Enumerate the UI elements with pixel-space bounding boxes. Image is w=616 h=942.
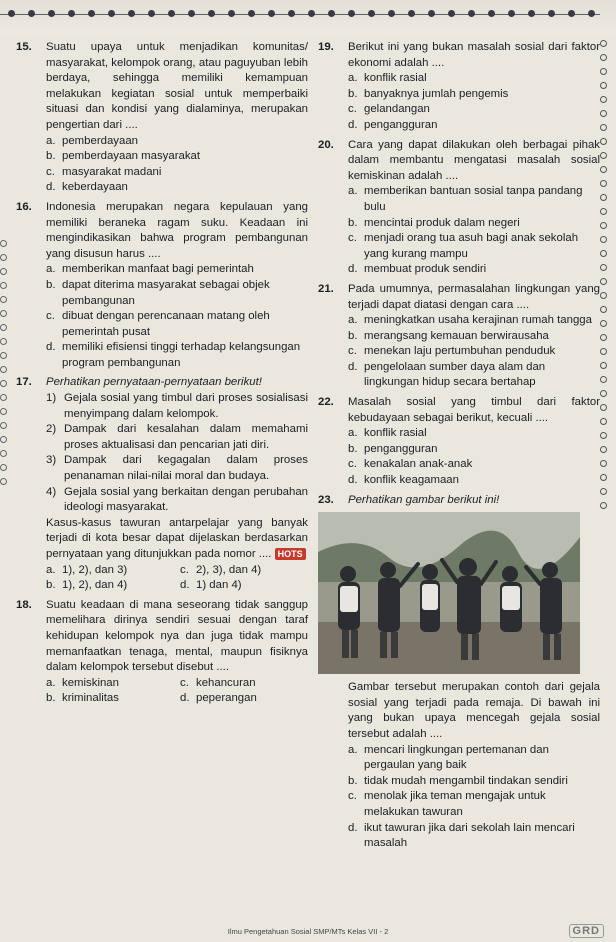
option-b[interactable]: b. pemberdayaan masyarakat bbox=[46, 150, 201, 163]
options-grid bbox=[46, 563, 308, 594]
option-b[interactable]: b. merangsang kemauan berwirausaha bbox=[348, 329, 549, 342]
right-binding-holes bbox=[600, 40, 610, 940]
binding-hole bbox=[600, 292, 607, 299]
binding-dot bbox=[148, 10, 155, 17]
binding-hole bbox=[0, 310, 7, 317]
option-b[interactable]: b. pengangguran bbox=[348, 442, 438, 455]
option-d[interactable]: d. memiliki efisiensi tinggi terhadap kelangsungan program pembangunan bbox=[46, 341, 301, 369]
binding-hole bbox=[0, 394, 7, 401]
option-a[interactable]: a. meningkatkan usaha kerajinan rumah tangga bbox=[348, 314, 592, 327]
binding-dot bbox=[128, 10, 135, 17]
question-17 bbox=[16, 375, 308, 593]
binding-hole bbox=[0, 296, 7, 303]
binding-hole bbox=[600, 152, 607, 159]
right-column bbox=[318, 40, 600, 856]
binding-hole bbox=[600, 68, 607, 75]
binding-hole bbox=[0, 268, 7, 275]
question-text: Suatu upaya untuk menjadikan komunitas/ masyarakat, kelompok orang, atau paguyuban lebih berdaya, sehingga memiliki kemampuan melakukan kegiatan sosial untuk memperbaiki situasi dan kondisi yang dialaminya, merupakan pengertian dari .... bbox=[46, 41, 308, 131]
binding-hole bbox=[0, 464, 7, 471]
option-c[interactable]: c. menjadi orang tua asuh bagi anak sekolah yang kurang mampu bbox=[348, 232, 579, 260]
binding-hole bbox=[600, 390, 607, 397]
binding-dot bbox=[548, 10, 555, 17]
option-b[interactable]: b. tidak mudah mengambil tindakan sendiri bbox=[348, 774, 568, 787]
statement-4: 4) Gejala sosial yang berkaitan dengan perubahan ideologi masyarakat. bbox=[46, 485, 308, 514]
binding-hole bbox=[0, 380, 7, 387]
binding-dot bbox=[308, 10, 315, 17]
binding-hole bbox=[600, 348, 607, 355]
binding-hole bbox=[600, 446, 607, 453]
binding-hole bbox=[600, 138, 607, 145]
binding-hole bbox=[600, 502, 607, 509]
binding-dot bbox=[568, 10, 575, 17]
binding-hole bbox=[600, 208, 607, 215]
option-d[interactable]: d. 1) dan 4) bbox=[180, 579, 242, 592]
option-c[interactable]: c. menolak jika teman mengajak untuk melakukan tawuran bbox=[348, 790, 546, 818]
options-grid bbox=[46, 676, 308, 707]
option-b[interactable]: b. banyaknya jumlah pengemis bbox=[348, 87, 509, 100]
option-d[interactable]: d. ikut tawuran jika dari sekolah lain mencari masalah bbox=[348, 821, 575, 850]
option-c[interactable]: c. dibuat dengan perencanaan matang oleh pemerintah pusat bbox=[46, 310, 270, 338]
question-number: 21. bbox=[318, 282, 334, 295]
option-a[interactable]: a. konflik rasial bbox=[348, 427, 427, 440]
question-22 bbox=[318, 395, 600, 489]
question-text: Perhatikan pernyataan-pernyataan berikut! bbox=[46, 376, 262, 389]
question-number: 18. bbox=[16, 598, 32, 611]
binding-hole bbox=[600, 334, 607, 341]
option-b[interactable]: b. 1), 2), dan 4) bbox=[46, 579, 128, 592]
binding-hole bbox=[600, 306, 607, 313]
question-19 bbox=[318, 40, 600, 134]
question-15 bbox=[16, 40, 308, 196]
binding-hole bbox=[600, 362, 607, 369]
binding-dot bbox=[168, 10, 175, 17]
option-a[interactable]: a. memberikan manfaat bagi pemerintah bbox=[46, 263, 254, 276]
option-c[interactable]: c. 2), 3), dan 4) bbox=[180, 563, 262, 576]
binding-dot bbox=[448, 10, 455, 17]
option-a[interactable]: a. konflik rasial bbox=[348, 72, 427, 85]
binding-dot bbox=[508, 10, 515, 17]
binding-dot bbox=[108, 10, 115, 17]
binding-dot bbox=[188, 10, 195, 17]
binding-dot bbox=[68, 10, 75, 17]
question-number: 17. bbox=[16, 376, 32, 389]
binding-hole bbox=[600, 110, 607, 117]
binding-dot bbox=[248, 10, 255, 17]
question-23 bbox=[318, 493, 600, 509]
question-text: Perhatikan gambar berikut ini! bbox=[348, 493, 500, 506]
binding-hole bbox=[600, 320, 607, 327]
binding-hole bbox=[0, 408, 7, 415]
binding-hole bbox=[0, 436, 7, 443]
question-text: Masalah sosial yang timbul dari faktor kebudayaan sebagai berikut, kecuali .... bbox=[348, 396, 600, 424]
binding-hole bbox=[600, 460, 607, 467]
binding-hole bbox=[600, 166, 607, 173]
binding-hole bbox=[600, 194, 607, 201]
binding-hole bbox=[600, 222, 607, 229]
hots-badge: HOTS bbox=[275, 548, 306, 560]
binding-hole bbox=[600, 40, 607, 47]
spiral-binding bbox=[0, 0, 616, 34]
binding-hole bbox=[600, 488, 607, 495]
binding-hole bbox=[0, 352, 7, 359]
option-c[interactable]: c. kehancuran bbox=[180, 676, 256, 689]
binding-hole bbox=[0, 240, 7, 247]
binding-dot bbox=[288, 10, 295, 17]
option-a[interactable]: a. 1), 2), dan 3) bbox=[46, 563, 128, 576]
question-18 bbox=[16, 598, 308, 707]
binding-hole bbox=[600, 432, 607, 439]
option-d[interactable]: d. membuat produk sendiri bbox=[348, 263, 487, 276]
binding-dot bbox=[268, 10, 275, 17]
binding-hole bbox=[600, 418, 607, 425]
option-a[interactable]: a. kemiskinan bbox=[46, 676, 119, 689]
binding-hole bbox=[600, 236, 607, 243]
option-a[interactable]: a. memberikan bantuan sosial tanpa pandang bulu bbox=[348, 185, 583, 213]
question-text: Pada umumnya, permasalahan lingkungan yang terjadi dapat diatasi dengan cara .... bbox=[348, 282, 600, 311]
question-text: Indonesia merupakan negara kepulauan yang memiliki beraneka ragam suku. Keadaan ini mengindikasikan bahwa program pembangunan yang disusun harus .... bbox=[46, 200, 308, 260]
option-c[interactable]: c. menekan laju pertumbuhan penduduk bbox=[348, 345, 556, 358]
option-d[interactable]: d. keberdayaan bbox=[46, 181, 128, 194]
publisher-mark: GRD bbox=[569, 924, 604, 938]
question-text: Berikut ini yang bukan masalah sosial dari faktor ekonomi adalah .... bbox=[348, 41, 600, 69]
question-number: 20. bbox=[318, 138, 334, 151]
statement-2: 2) Dampak dari kesalahan dalam memahami proses aktualisasi dan pencarian jati diri. bbox=[46, 423, 308, 451]
statement-1: 1) Gejala sosial yang timbul dari proses sosialisasi menyimpang dalam kelompok. bbox=[46, 392, 308, 420]
binding-hole bbox=[600, 180, 607, 187]
question-21 bbox=[318, 282, 600, 391]
page-footer: Ilmu Pengetahuan Sosial SMP/MTs Kelas VII - 2 bbox=[227, 927, 389, 936]
binding-hole bbox=[600, 82, 607, 89]
binding-dot bbox=[8, 10, 15, 17]
binding-dot bbox=[28, 10, 35, 17]
binding-hole bbox=[600, 278, 607, 285]
binding-dot bbox=[88, 10, 95, 17]
question-followup: Kasus-kasus tawuran antarpelajar yang banyak terjadi di kota besar dapat dijelaskan berdasarkan pernyataan yang ditunjukkan pada nomor .... HOTS bbox=[46, 516, 308, 560]
option-d[interactable]: d. pengelolaan sumber daya alam dan lingkungan hidup secara bertahap bbox=[348, 360, 546, 389]
question-number: 16. bbox=[16, 200, 32, 213]
binding-hole bbox=[0, 338, 7, 345]
binding-hole bbox=[0, 282, 7, 289]
option-c[interactable]: c. gelandangan bbox=[348, 103, 430, 116]
binding-dot bbox=[408, 10, 415, 17]
binding-dot bbox=[468, 10, 475, 17]
question-text: Cara yang dapat dilakukan oleh berbagai pihak dalam membantu mengatasi masalah sosial kemiskinan adalah .... bbox=[348, 138, 600, 182]
question-16 bbox=[16, 200, 308, 372]
binding-hole bbox=[600, 474, 607, 481]
binding-dot bbox=[528, 10, 535, 17]
binding-hole bbox=[600, 250, 607, 257]
question-23-body bbox=[318, 680, 600, 852]
binding-hole bbox=[0, 422, 7, 429]
option-d[interactable]: d. konflik keagamaan bbox=[348, 474, 459, 487]
binding-dot bbox=[428, 10, 435, 17]
option-a[interactable]: a. mencari lingkungan pertemanan dan pergaulan yang baik bbox=[348, 743, 549, 772]
question-followup: Gambar tersebut merupakan contoh dari gejala sosial yang terjadi pada remaja. Di bawah ini yang bukan upaya mencegah gejala sosial tersebut adalah .... bbox=[348, 681, 600, 740]
binding-hole bbox=[0, 478, 7, 485]
option-d[interactable]: d. peperangan bbox=[180, 692, 257, 705]
question-number: 19. bbox=[318, 41, 334, 53]
binding-hole bbox=[600, 264, 607, 271]
question-number: 23. bbox=[318, 493, 334, 506]
question-number: 22. bbox=[318, 396, 334, 409]
left-binding-holes bbox=[0, 240, 8, 500]
question-number: 15. bbox=[16, 41, 32, 53]
option-b[interactable]: b. kriminalitas bbox=[46, 692, 119, 705]
option-c[interactable]: c. masyarakat madani bbox=[46, 165, 162, 178]
binding-dot bbox=[208, 10, 215, 17]
option-a[interactable]: a. pemberdayaan bbox=[46, 134, 138, 147]
binding-hole bbox=[600, 124, 607, 131]
statement-3: 3) Dampak dari kegagalan dalam proses penanaman nilai-nilai moral dan budaya. bbox=[46, 454, 308, 483]
binding-hole bbox=[600, 96, 607, 103]
brawl-photo bbox=[318, 512, 580, 674]
binding-dot bbox=[348, 10, 355, 17]
binding-hole bbox=[0, 324, 7, 331]
binding-hole bbox=[0, 254, 7, 261]
binding-hole bbox=[600, 376, 607, 383]
left-column bbox=[16, 40, 308, 711]
binding-dot bbox=[228, 10, 235, 17]
binding-hole bbox=[0, 450, 7, 457]
question-text: Suatu keadaan di mana seseorang tidak sanggup memelihara dirinya sendiri sesuai dengan taraf kehidupan kelompok nya dan juga tidak mampu memanfaatkan tenaga, mental, maupun fisiknya dalam kelompok tersebut disebut .... bbox=[46, 598, 308, 674]
binding-hole bbox=[0, 366, 7, 373]
binding-dot bbox=[388, 10, 395, 17]
binding-dot bbox=[588, 10, 595, 17]
binding-hole bbox=[600, 404, 607, 411]
tawuran-illustration bbox=[318, 512, 580, 674]
binding-dot bbox=[368, 10, 375, 17]
option-b[interactable]: b. mencintai produk dalam negeri bbox=[348, 216, 520, 229]
binding-hole bbox=[600, 54, 607, 61]
option-d[interactable]: d. pengangguran bbox=[348, 118, 438, 131]
binding-dot bbox=[488, 10, 495, 17]
option-b[interactable]: b. dapat diterima masyarakat sebagai objek pembangunan bbox=[46, 278, 270, 307]
question-20 bbox=[318, 138, 600, 278]
binding-dot bbox=[328, 10, 335, 17]
option-c[interactable]: c. kenakalan anak-anak bbox=[348, 458, 473, 471]
binding-dot bbox=[48, 10, 55, 17]
